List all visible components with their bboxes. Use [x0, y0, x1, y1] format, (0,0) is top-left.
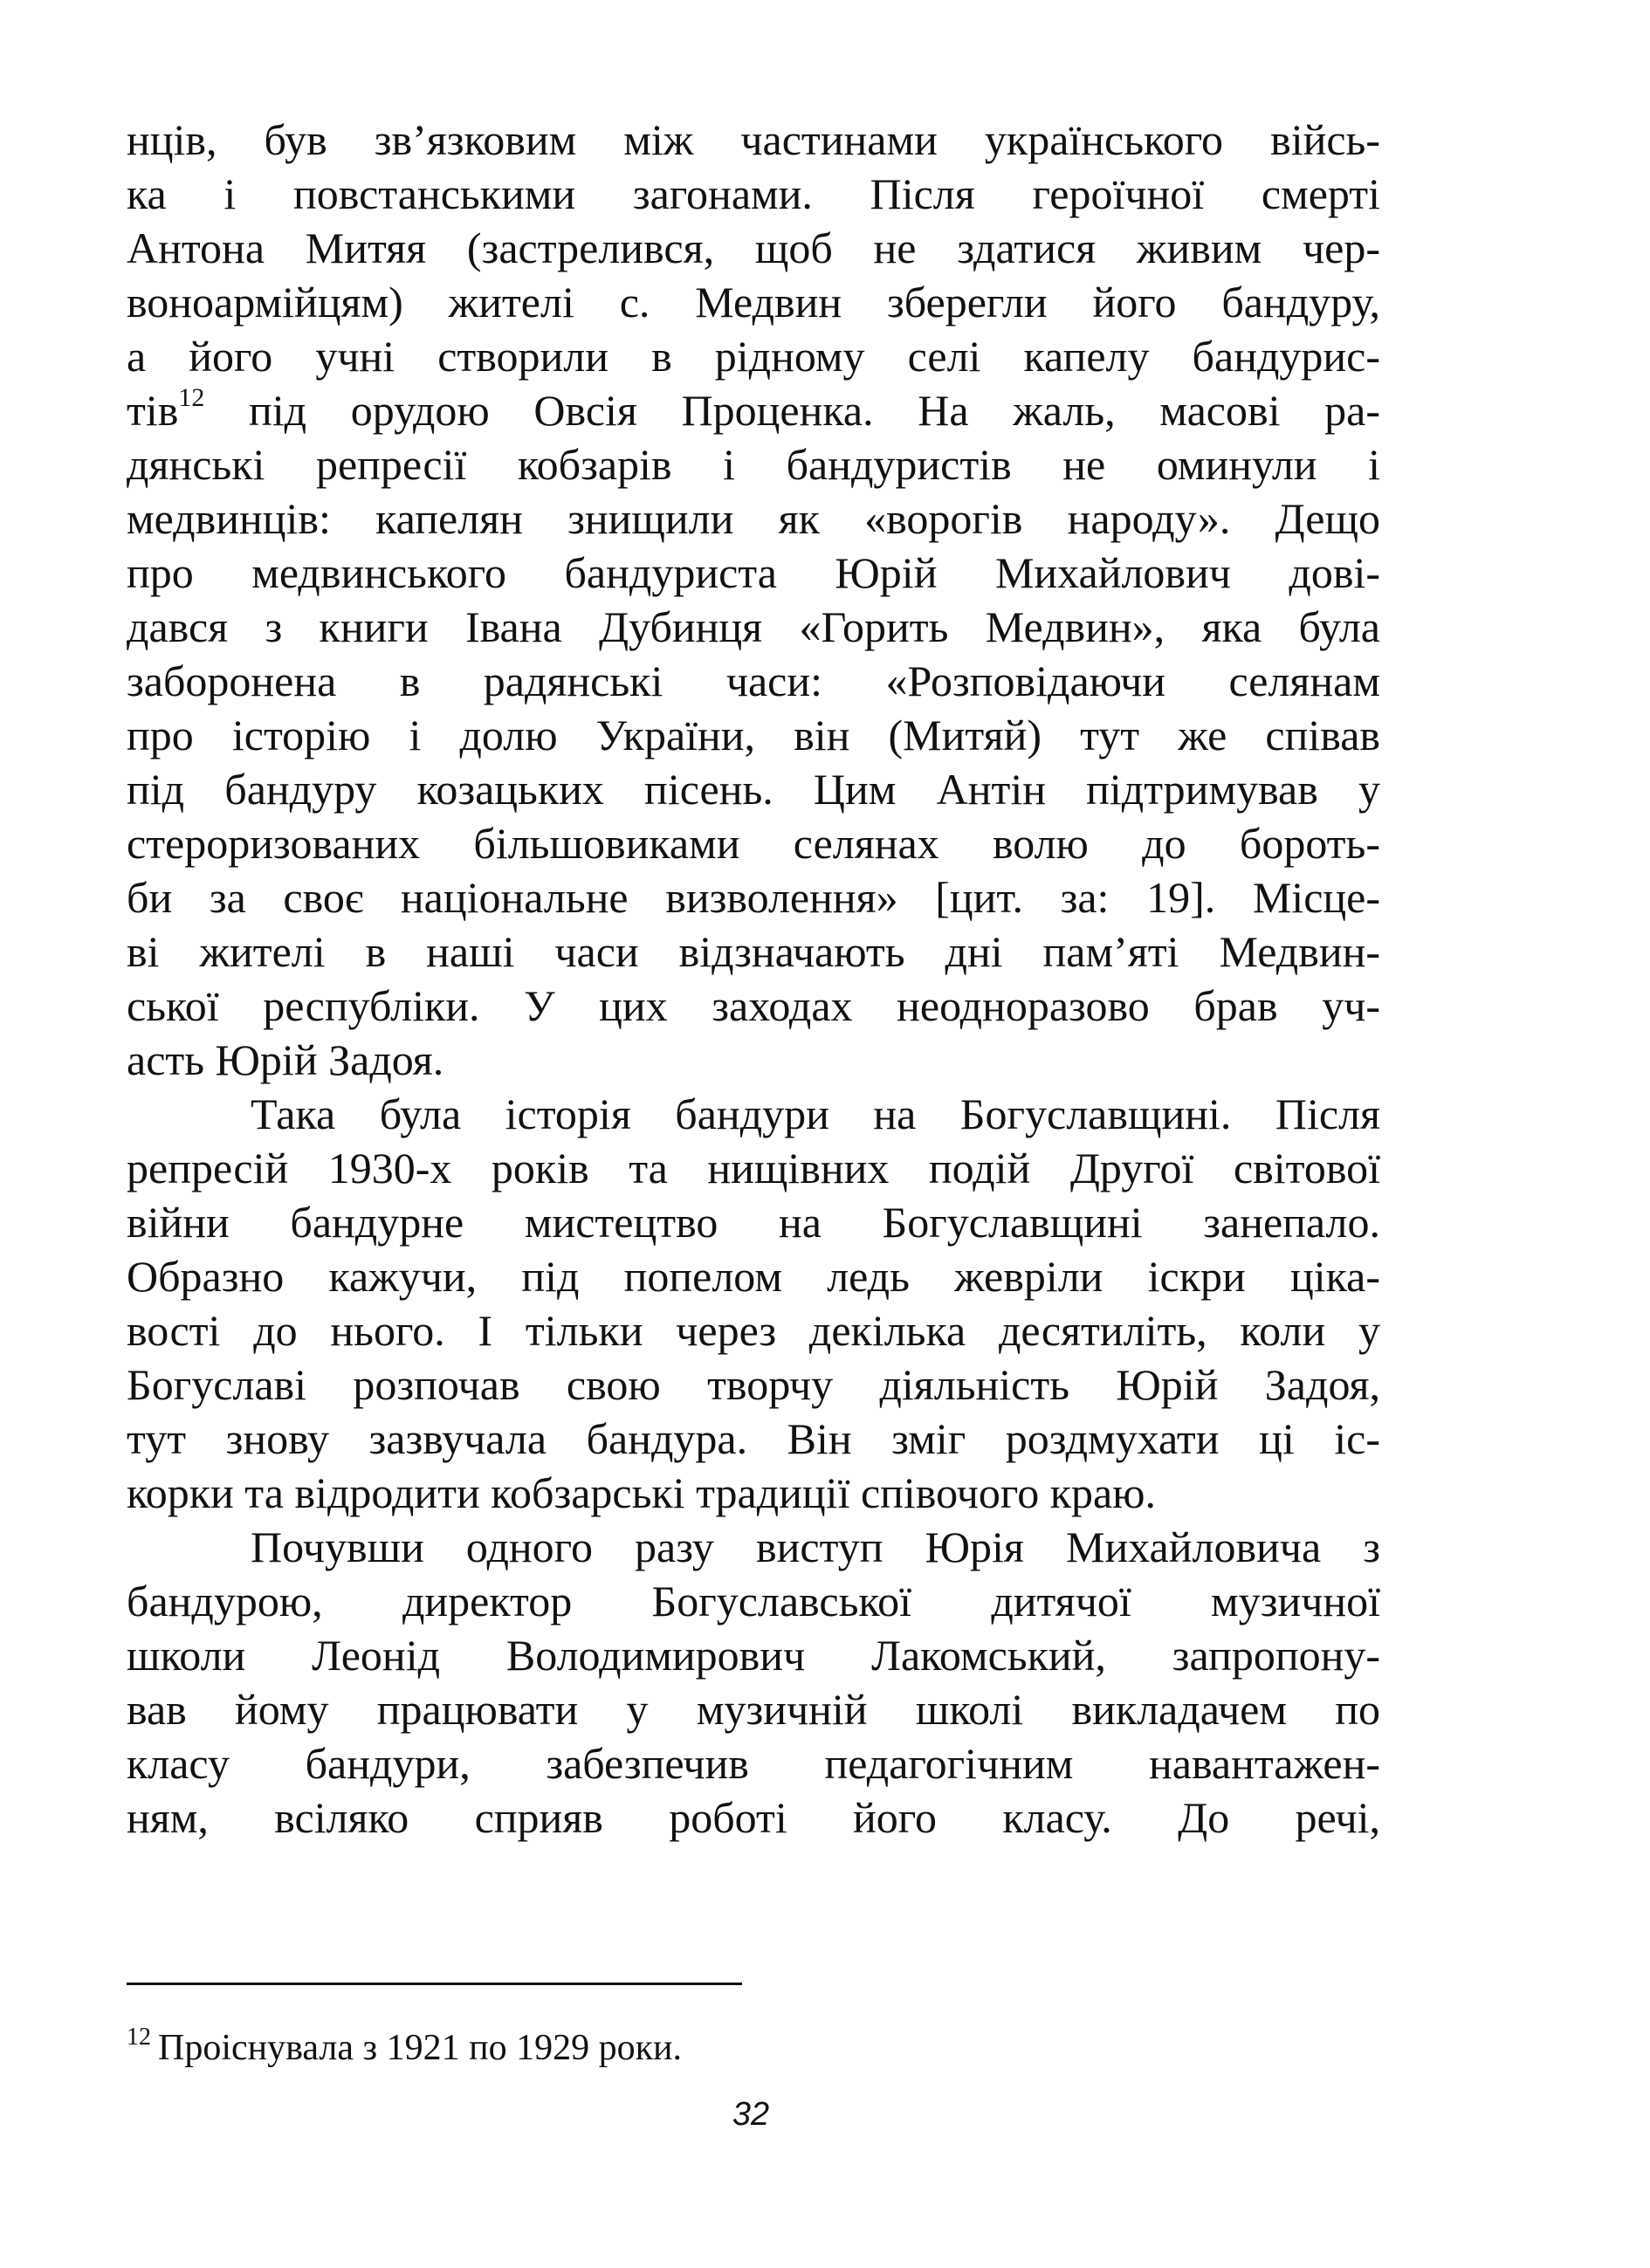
body-line-3: Антона Митяя (застрелився, щоб не здатися живим чер-	[127, 223, 1380, 272]
footnote	[127, 2024, 682, 2072]
paragraph-3-line-5: класу бандури, забезпечив педагогічним навантажен-	[127, 1739, 1380, 1788]
paragraph-3-line-2: бандурою, директор Богуславської дитячої музичної	[127, 1577, 1380, 1625]
body-line-8: медвинців: капелян знищили як «ворогів народу». Дещо	[127, 494, 1380, 543]
body-line-7: дянські репресії кобзарів і бандуристів не оминули і	[127, 440, 1380, 489]
footnote-separator	[127, 1983, 742, 1985]
body-line-2: ка і повстанськими загонами. Після героїчної смерті	[127, 169, 1380, 218]
body-line-13: під бандуру козацьких пісень. Цим Антін підтримував у	[127, 765, 1380, 814]
paragraph-2-line-4: Образно кажучи, під попелом ледь жевріли іскри ціка-	[127, 1252, 1380, 1301]
paragraph-2-line-3: війни бандурне мистецтво на Богуславщині занепало.	[127, 1198, 1380, 1247]
body-line-15: би за своє національне визволення» [цит. за: 19]. Місце-	[127, 873, 1380, 922]
body-line-4: воноармійцям) жителі с. Медвин зберегли його бандуру,	[127, 278, 1380, 326]
paragraph-3-line-1: Почувши одного разу виступ Юрія Михайловича з	[251, 1522, 1380, 1571]
body-line-16: ві жителі в наші часи відзначають дні пам’яті Медвин-	[127, 927, 1380, 976]
body-line-11: заборонена в радянські часи: «Розповідаючи селянам	[127, 656, 1380, 705]
footnote-reference-marker: 12	[178, 383, 205, 413]
body-line-5: а його учні створили в рідному селі капелу бандурис-	[127, 332, 1380, 381]
page-number: 32	[732, 2096, 770, 2133]
body-line-14: стероризованих більшовиками селянах волю до бороть-	[127, 819, 1380, 868]
body-line-12: про історію і долю України, він (Митяй) тут же співав	[127, 711, 1380, 759]
body-line-17: ської республіки. У цих заходах неодноразово брав уч-	[127, 981, 1380, 1030]
paragraph-2-line-6: Богуславі розпочав свою творчу діяльність Юрій Задоя,	[127, 1360, 1380, 1409]
footnote-text: Проіснувала з 1921 по 1929 роки.	[158, 2028, 682, 2068]
paragraph-2-line-8: корки та відродити кобзарські традиції співочого краю.	[127, 1468, 1157, 1517]
body-line-9: про медвинського бандуриста Юрій Михайлович дові-	[127, 548, 1380, 597]
body-line-6	[127, 381, 1380, 439]
line-6-start: тів	[127, 386, 179, 435]
body-line-1: нців, був зв’язковим між частинами українського війсь-	[127, 115, 1380, 164]
paragraph-3-line-4: вав йому працювати у музичній школі викладачем по	[127, 1685, 1380, 1734]
paragraph-3-line-3: школи Леонід Володимирович Лакомський, запропону-	[127, 1631, 1380, 1680]
body-line-10: дався з книги Івана Дубинця «Горить Медвин», яка була	[127, 602, 1380, 651]
paragraph-2-line-5: вості до нього. І тільки через декілька десятиліть, коли у	[127, 1306, 1380, 1355]
line-6-rest: під орудою Овсія Проценка. На жаль, масові ра-	[249, 386, 1380, 435]
paragraph-2-line-2: репресій 1930-х років та нищівних подій Другої світової	[127, 1144, 1380, 1192]
paragraph-2-line-7: тут знову зазвучала бандура. Він зміг роздмухати ці іс-	[127, 1414, 1380, 1463]
body-line-18: асть Юрій Задоя.	[127, 1035, 444, 1084]
paragraph-3-line-6: ням, всіляко сприяв роботі його класу. До речі,	[127, 1793, 1380, 1842]
paragraph-2-line-1: Така була історія бандури на Богуславщині. Після	[251, 1089, 1380, 1138]
footnote-marker: 12	[127, 2024, 151, 2051]
